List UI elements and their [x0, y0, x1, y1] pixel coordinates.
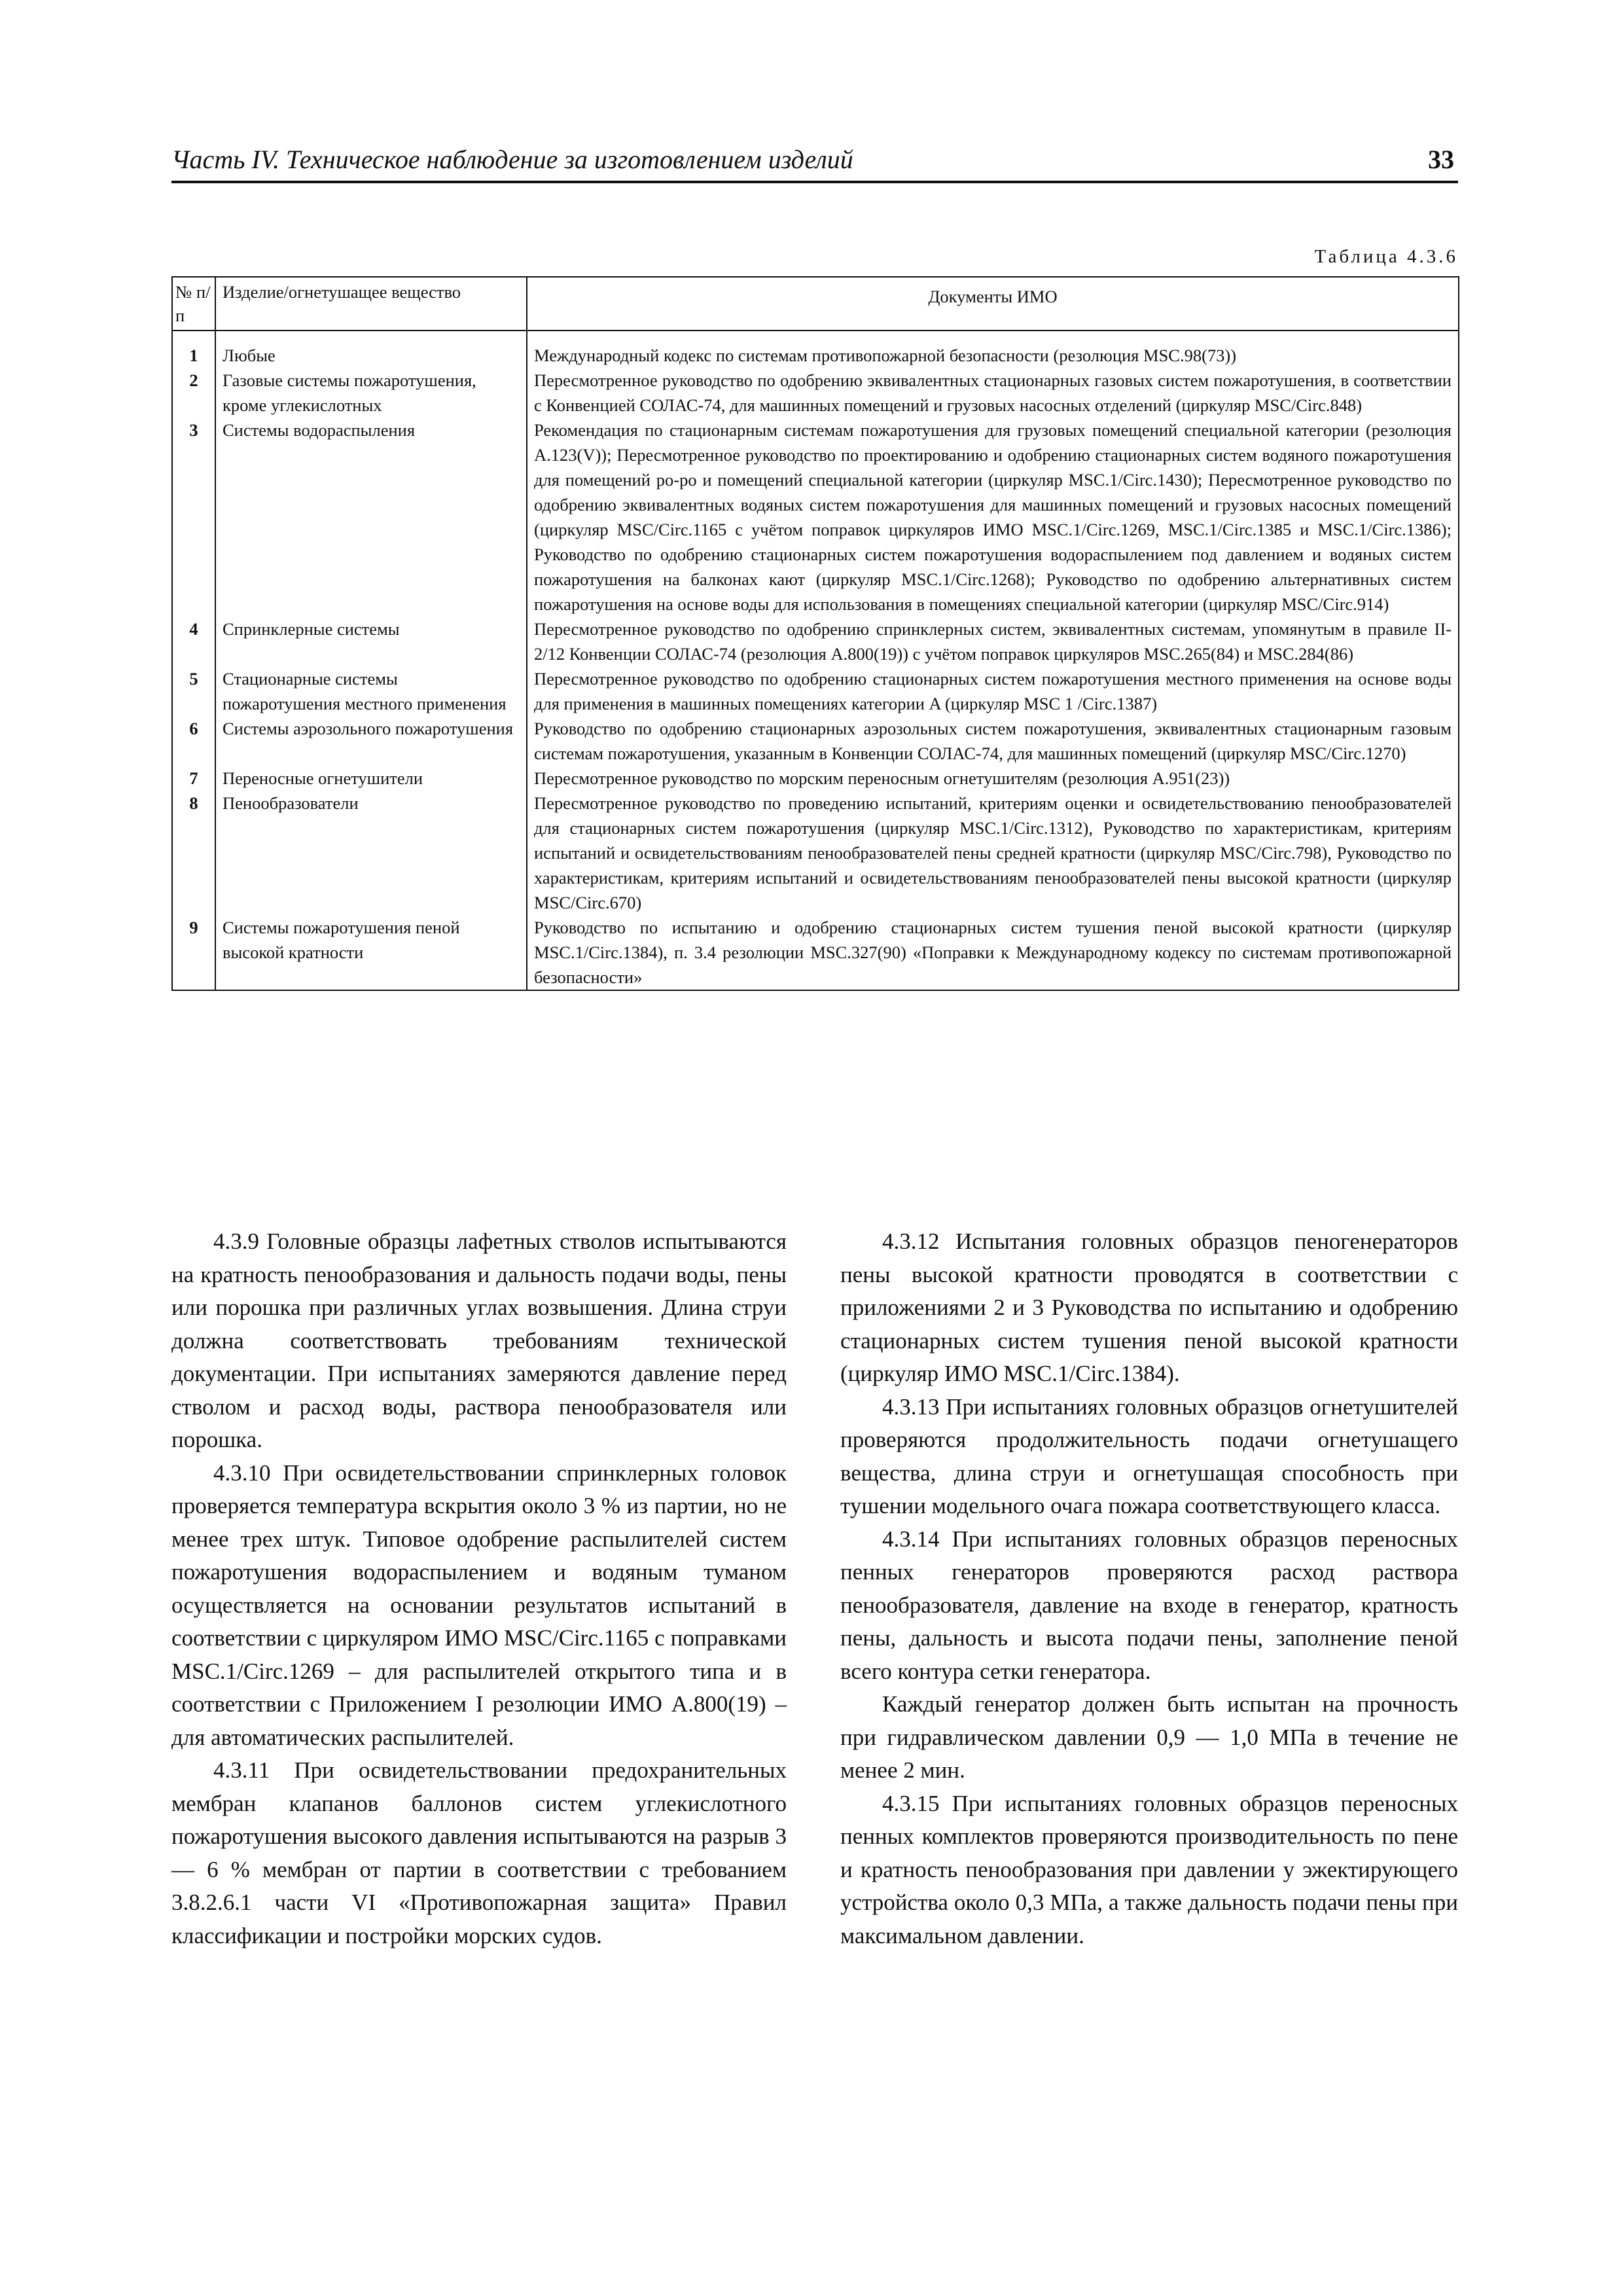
- table-row: [172, 666, 1459, 716]
- row-item: Системы пожаротушения пеной высокой кратности: [215, 915, 527, 990]
- table-row: [172, 766, 1459, 791]
- table-row: [172, 716, 1459, 766]
- row-item: Спринклерные системы: [215, 617, 527, 666]
- row-number: 6: [172, 716, 215, 766]
- paragraph-4-3-11: 4.3.11 При освидетельствовании предохранительных мембран клапанов баллонов систем углекислотного пожаротушения высокого давления испытываются на разрыв 3 — 6 % мембран от партии в соответствии с требованием 3.8.2.6.1 части VI «Противопожарная защита» Правил классификации и постройки морских судов.: [171, 1757, 787, 1948]
- header-title: Часть IV. Техническое наблюдение за изготовлением изделий: [171, 145, 853, 174]
- row-number: 1: [172, 343, 215, 368]
- row-number: 5: [172, 666, 215, 716]
- row-documents: Пересмотренное руководство по одобрению эквивалентных стационарных газовых систем пожаротушения, в соответствии с Конвенцией СОЛАС-74, для машинных помещений и грузовых насосных отделений (циркуляр MSC/Circ.848): [527, 368, 1459, 418]
- row-documents: Пересмотренное руководство по проведению испытаний, критериям оценки и освидетельствованию пенообразователей для стационарных систем пожаротушения (циркуляр MSC.1/Circ.1312), Руководство по характеристикам, критериям испытаний и освидетельствованиям пенообразователей пены средней кратности (циркуляр MSC/Circ.798), Руководство по характеристикам, критериям испытаний и освидетельствованиям пенообразователей пены высокой кратности (циркуляр MSC/Circ.670): [527, 791, 1459, 915]
- document-page: [171, 0, 1458, 2296]
- imo-documents-table: [171, 276, 1459, 991]
- row-item: Системы водораспыления: [215, 418, 527, 617]
- paragraph-4-3-13: 4.3.13 При испытаниях головных образцов огнетушителей проверяются продолжительность подачи огнетушащего вещества, длина струи и огнетушащая способность при тушении модельного очага пожара соответствующего класса.: [840, 1393, 1458, 1518]
- running-header: [171, 143, 1458, 183]
- row-item: Стационарные системы пожаротушения местного применения: [215, 666, 527, 716]
- row-number: 4: [172, 617, 215, 666]
- left-column: [171, 1225, 787, 1952]
- row-documents: Руководство по одобрению стационарных аэрозольных систем пожаротушения, эквивалентных стационарным газовым системам пожаротушения, указанным в Конвенции СОЛАС-74, для машинных помещений (циркуляр MSC/Circ.1270): [527, 716, 1459, 766]
- row-number: 9: [172, 915, 215, 990]
- table-row: [172, 418, 1459, 617]
- right-column: [840, 1225, 1458, 1952]
- row-item: Пенообразователи: [215, 791, 527, 915]
- row-item: Переносные огнетушители: [215, 766, 527, 791]
- row-item: Любые: [215, 343, 527, 368]
- paragraph-4-3-12: 4.3.12 Испытания головных образцов пеногенераторов пены высокой кратности проводятся в соответствии с приложениями 2 и 3 Руководства по испытанию и одобрению стационарных систем тушения пеной высокой кратности (циркуляр ИМО MSC.1/Circ.1384).: [840, 1229, 1458, 1386]
- row-number: 3: [172, 418, 215, 617]
- page-number: 33: [1428, 145, 1454, 174]
- paragraph-4-3-14: 4.3.14 При испытаниях головных образцов переносных пенных генераторов проверяются расход раствора пенообразователя, давление на входе в генератор, кратность пены, дальность и высота подачи пены, заполнение пеной всего контура сетки генератора.: [840, 1526, 1458, 1684]
- row-documents: Рекомендация по стационарным системам пожаротушения для грузовых помещений специальной категории (резолюция A.123(V)); Пересмотренное руководство по проектированию и одобрению стационарных систем водяного пожаротушения для помещений ро-ро и помещений специальной категории (циркуляр MSC.1/Circ.1430); Пересмотренное руководство по одобрению эквивалентных водяных систем пожаротушения для машинных помещений и грузовых насосных помещений (циркуляр MSC/Circ.1165 с учётом поправок циркуляров ИМО MSC.1/Circ.1269, MSC.1/Circ.1385 и MSC.1/Circ.1386); Руководство по одобрению стационарных систем пожаротушения водораспылением под давлением и водяных систем пожаротушения на балконах кают (циркуляр MSC.1/Circ.1268); Руководство по одобрению альтернативных систем пожаротушения на основе воды для использования в помещениях специальной категории (циркуляр MSC/Circ.914): [527, 418, 1459, 617]
- row-documents: Руководство по испытанию и одобрению стационарных систем тушения пеной высокой кратности (циркуляр MSC.1/Circ.1384), п. 3.4 резолюции MSC.327(90) «Поправки к Международному кодексу по системам противопожарной безопасности»: [527, 915, 1459, 990]
- row-item: Газовые системы пожаротушения, кроме углекислотных: [215, 368, 527, 418]
- table-row: [172, 368, 1459, 418]
- row-documents: Пересмотренное руководство по морским переносным огнетушителям (резолюция A.951(23)): [527, 766, 1459, 791]
- row-number: 8: [172, 791, 215, 915]
- paragraph-4-3-10: 4.3.10 При освидетельствовании спринклерных головок проверяется температура вскрытия около 3 % из партии, но не менее трех штук. Типовое одобрение распылителей систем пожаротушения водораспылением и водяным туманом осуществляется на основании результатов испытаний в соответствии с циркуляром ИМО MSC/Circ.1165 с поправками MSC.1/Circ.1269 – для распылителей открытого типа и в соответствии с Приложением I резолюции ИМО A.800(19) – для автоматических распылителей.: [171, 1460, 787, 1750]
- table-row: [172, 617, 1459, 666]
- table-header-row: [172, 277, 1459, 331]
- table-row: [172, 791, 1459, 915]
- row-documents: Пересмотренное руководство по одобрению стационарных систем пожаротушения местного применения на основе воды для применения в машинных помещениях категории A (циркуляр MSC 1 /Circ.1387): [527, 666, 1459, 716]
- table-row: [172, 343, 1459, 368]
- row-number: 2: [172, 368, 215, 418]
- row-number: 7: [172, 766, 215, 791]
- column-header-number: № п/п: [172, 277, 215, 331]
- row-documents: Международный кодекс по системам противопожарной безопасности (резолюция MSC.98(73)): [527, 343, 1459, 368]
- paragraph-generator-strength: Каждый генератор должен быть испытан на прочность при гидравлическом давлении 0,9 — 1,0 МПа в течение не менее 2 мин.: [840, 1691, 1458, 1783]
- table-row: [172, 915, 1459, 990]
- paragraph-4-3-15: 4.3.15 При испытаниях головных образцов переносных пенных комплектов проверяются производительность по пене и кратность пенообразования при давлении у эжектирующего устройства около 0,3 МПа, а также дальность подачи пены при максимальном давлении.: [840, 1790, 1458, 1948]
- column-header-item: Изделие/огнетушащее вещество: [215, 277, 527, 331]
- row-documents: Пересмотренное руководство по одобрению спринклерных систем, эквивалентных системам, упомянутым в правиле II-2/12 Конвенции СОЛАС-74 (резолюция A.800(19)) с учётом поправок циркуляров MSC.265(84) и MSC.284(86): [527, 617, 1459, 666]
- paragraph-4-3-9: 4.3.9 Головные образцы лафетных стволов испытываются на кратность пенообразования и дальность подачи воды, пены или порошка при различных углах возвышения. Длина струи должна соответствовать требованиям технической документации. При испытаниях замеряются давление перед стволом и расход воды, раствора пенообразователя или порошка.: [171, 1229, 787, 1452]
- column-header-documents: Документы ИМО: [527, 277, 1459, 331]
- table-spacer-row: [172, 331, 1459, 343]
- table-caption: Таблица 4.3.6: [1314, 246, 1458, 267]
- row-item: Системы аэрозольного пожаротушения: [215, 716, 527, 766]
